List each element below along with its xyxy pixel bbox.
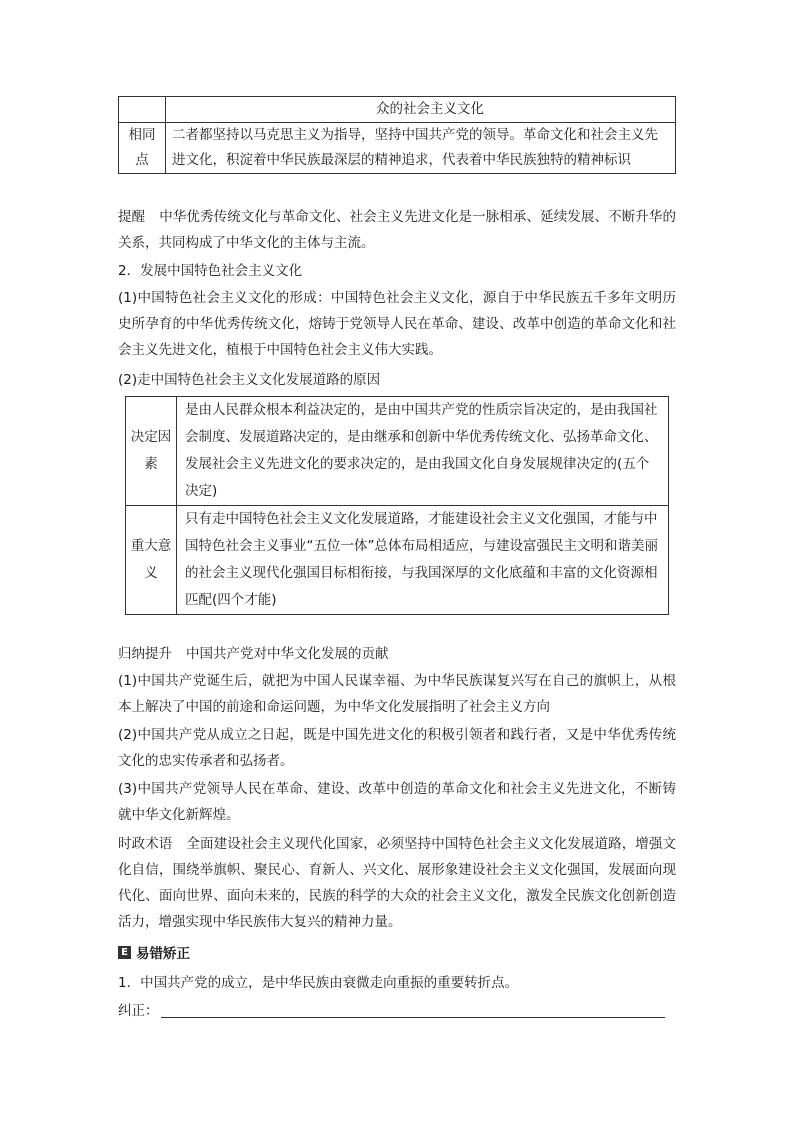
paragraph: (2)走中国特色社会主义文化发展道路的原因 <box>118 372 381 388</box>
question-item: 1．中国共产党的成立，是中华民族由衰微走向重振的重要转折点。 <box>118 975 519 991</box>
fix-label: 纠正： <box>118 1003 159 1019</box>
row-label: 重大意义 <box>126 506 177 615</box>
row-label: 决定因素 <box>126 397 177 506</box>
terms-label: 时政术语 <box>118 836 173 852</box>
summary-heading <box>118 641 676 667</box>
summary-label: 归纳提升 <box>118 646 172 662</box>
table-cell: 众的社会主义文化 <box>166 97 676 123</box>
table-row <box>126 397 669 506</box>
table-cell: 二者都坚持以马克思主义为指导，坚持中国共产党的领导。革命文化和社会主义先进文化，积淀着中华民族最深层的精神追求，代表着中华民族独特的精神标识 <box>166 123 676 174</box>
comparison-table-end <box>118 96 676 174</box>
table-cell-empty <box>119 97 166 123</box>
section-heading: 2．发展中国特色社会主义文化 <box>118 263 303 279</box>
table-row <box>119 97 676 123</box>
table-cell: 是由人民群众根本利益决定的，是由中国共产党的性质宗旨决定的，是由我国社会制度、发展道路决定的，是由继承和创新中华优秀传统文化、弘扬革命文化、发展社会主义先进文化的要求决定的，是由我国文化自身发展规律决定的(五个决定) <box>177 397 669 506</box>
paragraph: (2)中国共产党从成立之日起，既是中国先进文化的积极引领者和践行者，又是中华优秀传统文化的忠实传承者和弘扬者。 <box>118 727 676 769</box>
row-label: 相同点 <box>119 123 166 174</box>
paragraph: (3)中国共产党领导人民在革命、建设、改革中创造的革命文化和社会主义先进文化，不断铸就中华文化新辉煌。 <box>118 781 676 823</box>
terms-text: 全面建设社会主义现代化国家，必须坚持中国特色社会主义文化发展道路，增强文化自信，围绕举旗帜、聚民心、育新人、兴文化、展形象建设社会主义文化强国，发展面向现代化、面向世界、面向未来的，民族的科学的大众的社会主义文化，激发全民族文化创新创造活力，增强实现中华民族伟大复兴的精神力量。 <box>118 836 677 930</box>
table-row <box>119 123 676 174</box>
correction-title: 易错矫正 <box>136 946 190 962</box>
correction-icon: E <box>118 946 131 959</box>
answer-line <box>118 1001 665 1021</box>
table-cell: 只有走中国特色社会主义文化发展道路，才能建设社会主义文化强国，才能与中国特色社会主义事业“五位一体”总体布局相适应，与建设富强民主文明和谐美丽的社会主义现代化强国目标相衔接，与我国深厚的文化底蕴和丰富的文化资源相匹配(四个才能) <box>177 506 669 615</box>
answer-blank[interactable] <box>161 1001 665 1018</box>
paragraph: (1)中国共产党诞生后，就把为中国人民谋幸福、为中华民族谋复兴写在自己的旗帜上，从根本上解决了中国的前途和命运问题，为中华文化发展指明了社会主义方向 <box>118 673 676 715</box>
terms-paragraph <box>118 831 676 935</box>
tip-text: 中华优秀传统文化与革命文化、社会主义先进文化是一脉相承、延续发展、不断升华的关系，共同构成了中华文化的主体与主流。 <box>118 209 677 251</box>
table-row <box>126 506 669 615</box>
summary-title: 中国共产党对中华文化发展的贡献 <box>186 646 389 662</box>
tip-label: 提醒 <box>118 209 146 225</box>
paragraph: (1)中国特色社会主义文化的形成：中国特色社会主义文化，源自于中华民族五千多年文明历史所孕育的中华优秀传统文化，熔铸于党领导人民在革命、建设、改革中创造的革命文化和社会主义先进文化，植根于中国特色社会主义伟大实践。 <box>118 290 676 358</box>
correction-section-heading <box>118 942 190 962</box>
tip-paragraph <box>118 204 676 256</box>
reasons-table <box>125 396 669 615</box>
